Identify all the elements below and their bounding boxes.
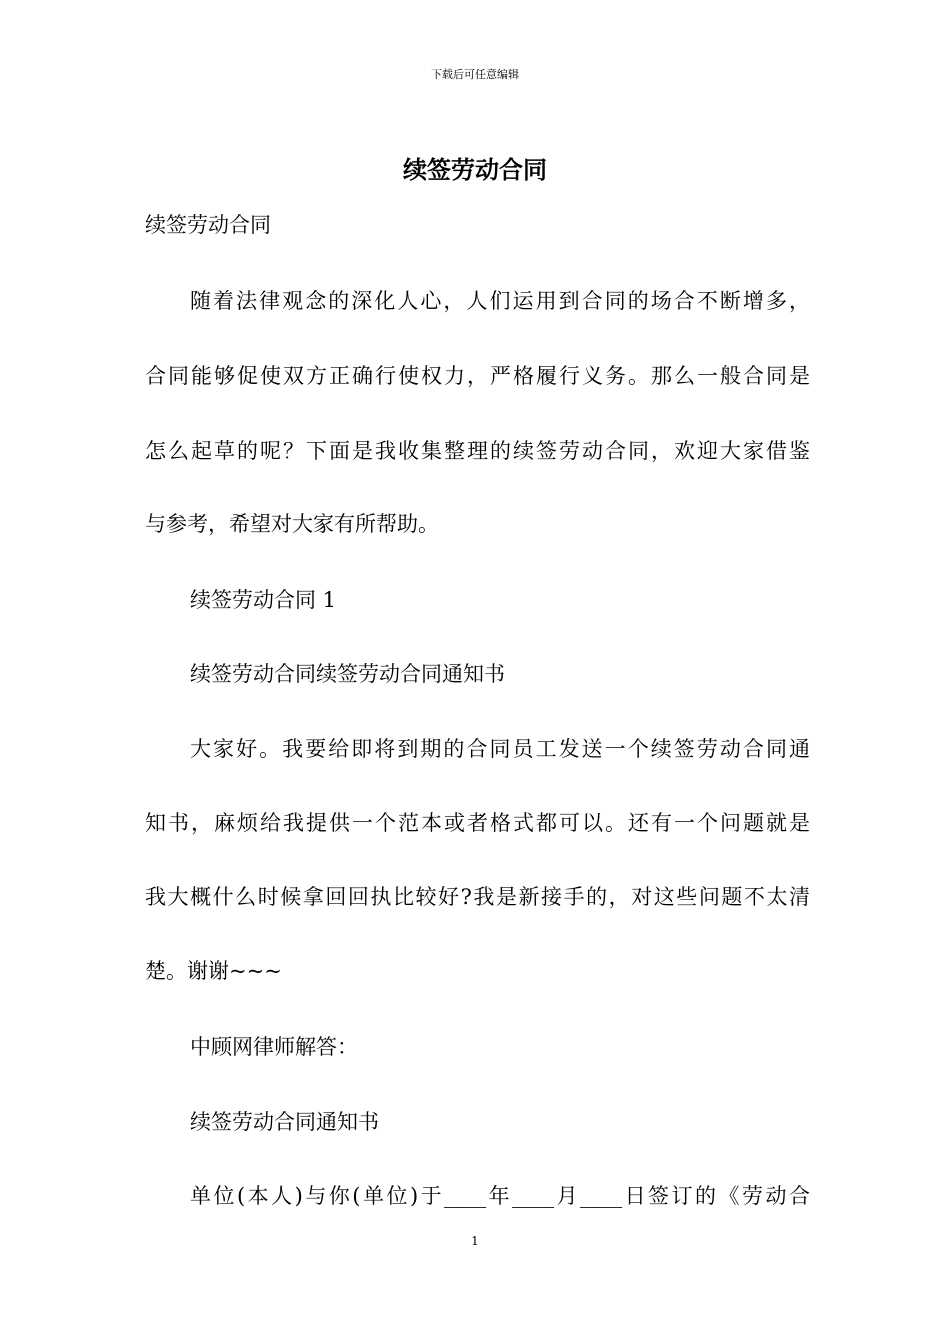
intro-paragraph-line-4: 与参考，希望对大家有所帮助。 <box>145 512 439 536</box>
notice-body-line-1: 单位(本人)与你(单位)于____年____月____日签订的《劳动合 <box>190 1184 810 1208</box>
question-paragraph-line-4: 楚。谢谢~~~ <box>145 959 282 983</box>
sub-heading: 续签劳动合同续签劳动合同通知书 <box>190 662 505 686</box>
intro-paragraph-line-2: 合同能够促使双方正确行使权力，严格履行义务。那么一般合同是 <box>145 364 810 388</box>
answer-label: 中顾网律师解答： <box>190 1035 358 1059</box>
question-paragraph-line-2: 知书，麻烦给我提供一个范本或者格式都可以。还有一个问题就是 <box>145 811 810 835</box>
page-header-note: 下载后可任意编辑 <box>431 68 519 81</box>
question-paragraph-line-1: 大家好。我要给即将到期的合同员工发送一个续签劳动合同通 <box>190 737 810 761</box>
notice-title: 续签劳动合同通知书 <box>190 1110 379 1134</box>
document-subtitle: 续签劳动合同 <box>145 213 271 237</box>
document-title: 续签劳动合同 <box>403 155 547 184</box>
section-heading: 续签劳动合同 1 <box>190 588 337 612</box>
question-paragraph-line-3: 我大概什么时候拿回回执比较好?我是新接手的，对这些问题不太清 <box>145 885 810 909</box>
intro-paragraph-line-1: 随着法律观念的深化人心，人们运用到合同的场合不断增多， <box>190 289 810 313</box>
page-number: 1 <box>471 1234 479 1248</box>
intro-paragraph-line-3: 怎么起草的呢？下面是我收集整理的续签劳动合同，欢迎大家借鉴 <box>145 439 810 463</box>
